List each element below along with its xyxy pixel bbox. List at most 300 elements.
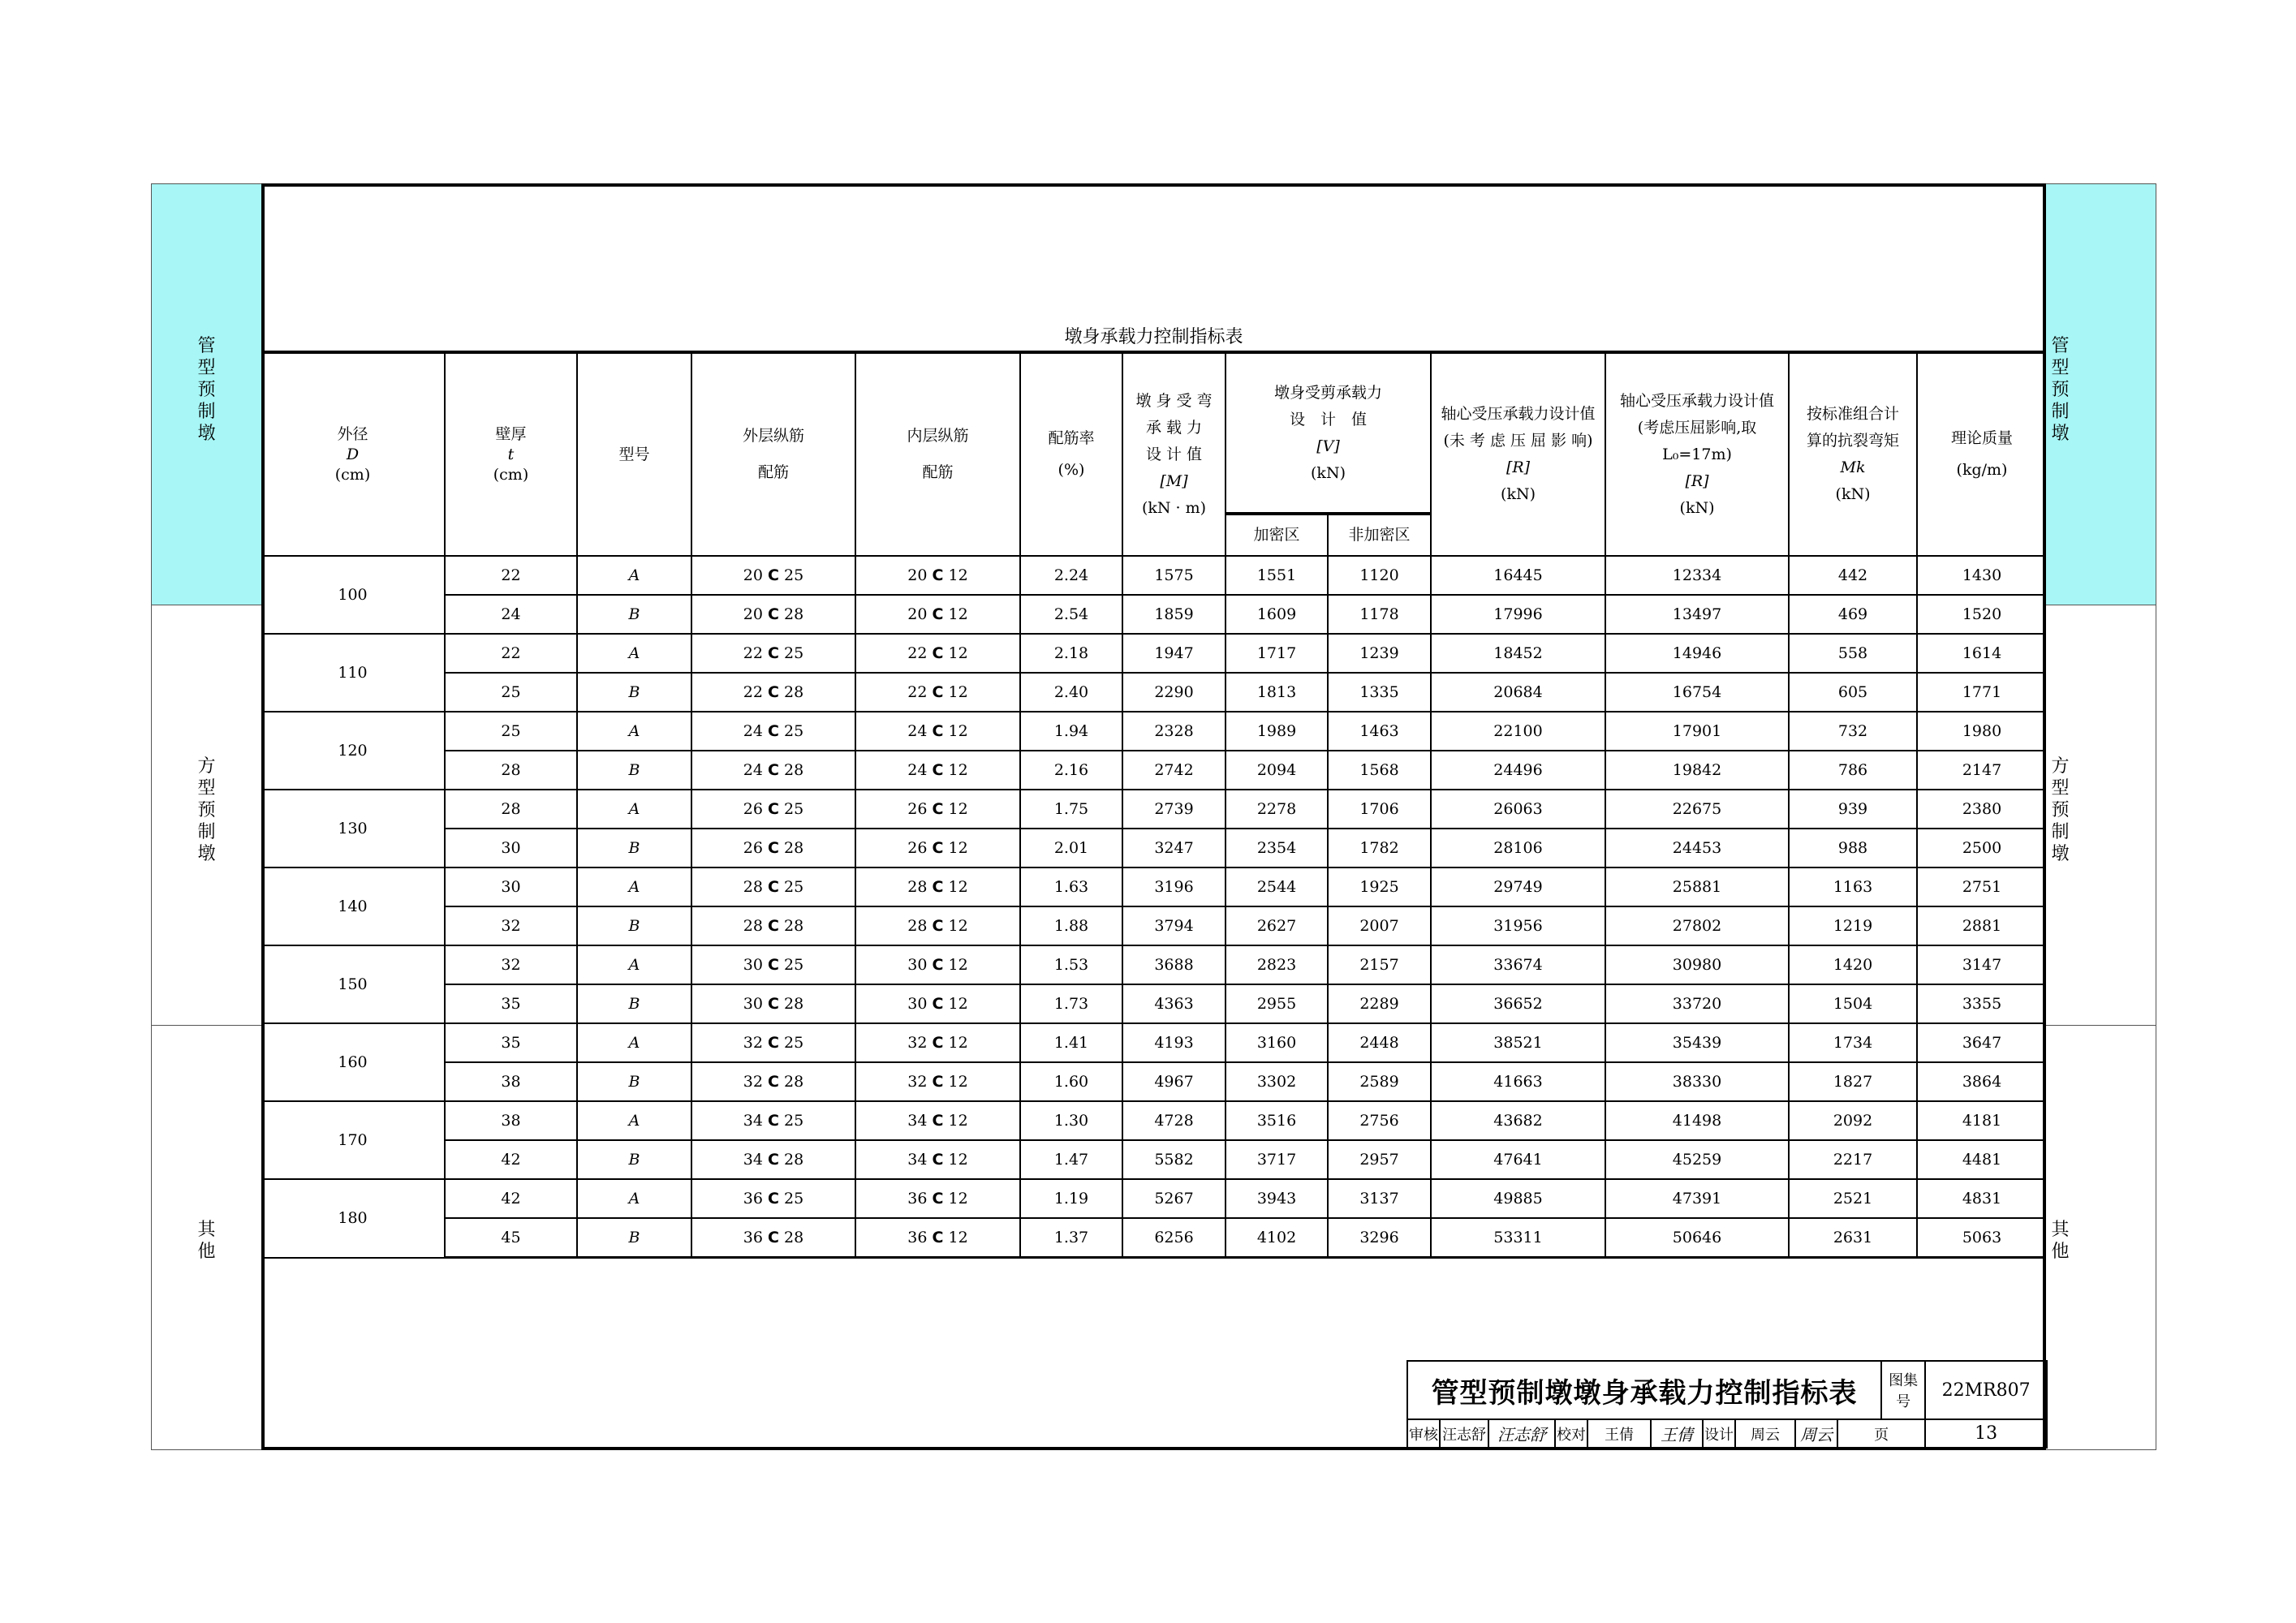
rebar-diameter: 12 (943, 566, 968, 584)
cell-reinforcement-ratio: 1.37 (1020, 1218, 1122, 1258)
cell-reinforcement-ratio: 1.63 (1020, 867, 1122, 906)
cell-axial-buckling: 25881 (1605, 867, 1789, 906)
rebar-count: 32 (907, 1072, 933, 1091)
rebar-count: 36 (907, 1228, 933, 1246)
cell-inner-rebar (855, 634, 1020, 673)
rebar-count: 32 (743, 1072, 769, 1091)
cell-inner-rebar (855, 1062, 1020, 1101)
cell-outer-rebar (691, 1062, 855, 1101)
sidebar-char: 制 (197, 822, 216, 842)
cell-reinforcement-ratio: 1.94 (1020, 712, 1122, 751)
rebar-grade-symbol: C (932, 1072, 944, 1091)
cell-theoretical-mass: 2500 (1917, 829, 2046, 867)
left-sidebar-section-other (151, 1025, 262, 1450)
rebar-grade-symbol: C (768, 605, 779, 623)
cell-theoretical-mass: 1520 (1917, 595, 2046, 634)
cell-crack-moment: 1504 (1789, 984, 1917, 1023)
capacity-table (261, 351, 2046, 1259)
rebar-count: 36 (743, 1189, 769, 1208)
cell-shear-dense: 2094 (1226, 751, 1328, 790)
rebar-grade-symbol: C (768, 1150, 779, 1169)
rebar-count: 36 (743, 1228, 769, 1246)
checker-signature: 王倩 (1651, 1419, 1703, 1448)
cell-axial-no-buckling: 29749 (1431, 867, 1605, 906)
rebar-count: 34 (743, 1111, 769, 1130)
cell-axial-buckling: 16754 (1605, 673, 1789, 712)
cell-shear-dense: 2823 (1226, 945, 1328, 984)
rebar-grade-symbol: C (932, 955, 944, 974)
cell-wall-thickness: 32 (445, 906, 577, 945)
rebar-grade-symbol: C (768, 760, 779, 779)
cell-inner-rebar (855, 790, 1020, 829)
rebar-count: 26 (907, 799, 933, 818)
cell-reinforcement-ratio: 2.16 (1020, 751, 1122, 790)
cell-wall-thickness: 38 (445, 1101, 577, 1140)
sidebar-char: 预 (2051, 800, 2070, 820)
rebar-grade-symbol: C (932, 1150, 944, 1169)
sidebar-char: 方 (2051, 756, 2070, 777)
cell-theoretical-mass: 5063 (1917, 1218, 2046, 1258)
rebar-grade-symbol: C (768, 994, 779, 1013)
cell-shear-dense: 3943 (1226, 1179, 1328, 1218)
cell-reinforcement-ratio: 1.88 (1020, 906, 1122, 945)
sidebar-char: 管 (2051, 336, 2070, 356)
header-shear-capacity: 墩身受剪承载力 设 计 值 [V] (kN) (1226, 352, 1431, 514)
right-sidebar-section-square (2045, 605, 2156, 1026)
sidebar-char: 型 (2051, 778, 2070, 799)
cell-inner-rebar (855, 829, 1020, 867)
header-type: 型号 (577, 352, 691, 556)
rebar-grade-symbol: C (932, 994, 944, 1013)
cell-crack-moment: 2092 (1789, 1101, 1917, 1140)
rebar-diameter: 28 (778, 1150, 804, 1169)
table-row (261, 673, 2046, 712)
cell-axial-buckling: 19842 (1605, 751, 1789, 790)
designer-name: 周云 (1735, 1419, 1795, 1448)
rebar-diameter: 28 (778, 1072, 804, 1091)
rebar-diameter: 12 (943, 1111, 968, 1130)
cell-type: B (577, 673, 691, 712)
cell-shear-dense: 3717 (1226, 1140, 1328, 1179)
rebar-count: 24 (743, 760, 769, 779)
cell-type: B (577, 984, 691, 1023)
cell-wall-thickness: 45 (445, 1218, 577, 1258)
cell-outer-diameter: 120 (261, 712, 445, 790)
cell-crack-moment: 469 (1789, 595, 1917, 634)
cell-axial-buckling: 41498 (1605, 1101, 1789, 1140)
rebar-grade-symbol: C (932, 721, 944, 740)
cell-shear-non-dense: 2448 (1328, 1023, 1431, 1062)
cell-axial-buckling: 12334 (1605, 556, 1789, 595)
sidebar-char: 型 (197, 778, 216, 799)
rebar-count: 32 (743, 1033, 769, 1052)
rebar-grade-symbol: C (932, 1033, 944, 1052)
cell-shear-non-dense: 2157 (1328, 945, 1431, 984)
header-theoretical-mass: 理论质量 (kg/m) (1917, 352, 2046, 556)
cell-crack-moment: 2521 (1789, 1179, 1917, 1218)
cell-bending-capacity: 2739 (1122, 790, 1226, 829)
rebar-grade-symbol: C (932, 1111, 944, 1130)
cell-outer-rebar (691, 1218, 855, 1258)
cell-shear-dense: 2354 (1226, 829, 1328, 867)
rebar-grade-symbol: C (932, 566, 944, 584)
cell-outer-rebar (691, 1023, 855, 1062)
cell-inner-rebar (855, 1218, 1020, 1258)
cell-axial-no-buckling: 38521 (1431, 1023, 1605, 1062)
header-outer-rebar: 外层纵筋 配筋 (691, 352, 855, 556)
cell-outer-rebar (691, 751, 855, 790)
cell-outer-diameter: 170 (261, 1101, 445, 1179)
rebar-diameter: 28 (778, 605, 804, 623)
cell-theoretical-mass: 4831 (1917, 1179, 2046, 1218)
cell-shear-dense: 3302 (1226, 1062, 1328, 1101)
cell-reinforcement-ratio: 1.47 (1020, 1140, 1122, 1179)
table-row (261, 634, 2046, 673)
cell-theoretical-mass: 3355 (1917, 984, 2046, 1023)
header-outer-diameter: 外径 D (cm) (261, 352, 445, 556)
cell-type: A (577, 867, 691, 906)
cell-type: A (577, 1101, 691, 1140)
cell-type: A (577, 1023, 691, 1062)
rebar-grade-symbol: C (768, 1111, 779, 1130)
cell-shear-dense: 3160 (1226, 1023, 1328, 1062)
rebar-diameter: 25 (778, 644, 804, 662)
rebar-count: 30 (743, 955, 769, 974)
cell-type: B (577, 1218, 691, 1258)
cell-reinforcement-ratio: 2.24 (1020, 556, 1122, 595)
rebar-count: 26 (743, 838, 769, 857)
title-block (1406, 1360, 2046, 1450)
rebar-grade-symbol: C (768, 877, 779, 896)
rebar-diameter: 25 (778, 1189, 804, 1208)
cell-crack-moment: 786 (1789, 751, 1917, 790)
rebar-grade-symbol: C (768, 916, 779, 935)
table-row (261, 1023, 2046, 1062)
sidebar-char: 制 (2051, 822, 2070, 842)
cell-axial-buckling: 45259 (1605, 1140, 1789, 1179)
sidebar-char: 墩 (197, 424, 216, 444)
cell-crack-moment: 988 (1789, 829, 1917, 867)
left-sidebar-section-pipe (151, 183, 262, 605)
cell-shear-non-dense: 1925 (1328, 867, 1431, 906)
cell-axial-buckling: 27802 (1605, 906, 1789, 945)
cell-outer-diameter: 180 (261, 1179, 445, 1258)
cell-inner-rebar (855, 751, 1020, 790)
cell-bending-capacity: 4193 (1122, 1023, 1226, 1062)
cell-outer-rebar (691, 595, 855, 634)
cell-crack-moment: 732 (1789, 712, 1917, 751)
cell-reinforcement-ratio: 1.41 (1020, 1023, 1122, 1062)
rebar-count: 34 (907, 1111, 933, 1130)
table-row (261, 906, 2046, 945)
cell-type: A (577, 790, 691, 829)
cell-outer-diameter: 160 (261, 1023, 445, 1101)
cell-shear-dense: 2955 (1226, 984, 1328, 1023)
cell-bending-capacity: 6256 (1122, 1218, 1226, 1258)
cell-axial-buckling: 50646 (1605, 1218, 1789, 1258)
sidebar-char: 预 (2051, 380, 2070, 400)
cell-crack-moment: 939 (1789, 790, 1917, 829)
cell-outer-rebar (691, 906, 855, 945)
cell-type: B (577, 829, 691, 867)
rebar-diameter: 28 (778, 1228, 804, 1246)
cell-wall-thickness: 28 (445, 751, 577, 790)
rebar-grade-symbol: C (932, 838, 944, 857)
rebar-grade-symbol: C (768, 566, 779, 584)
sidebar-char: 制 (2051, 402, 2070, 422)
cell-theoretical-mass: 1771 (1917, 673, 2046, 712)
rebar-diameter: 28 (778, 682, 804, 701)
rebar-grade-symbol: C (932, 1228, 944, 1246)
cell-axial-buckling: 22675 (1605, 790, 1789, 829)
cell-bending-capacity: 1859 (1122, 595, 1226, 634)
cell-crack-moment: 558 (1789, 634, 1917, 673)
cell-axial-no-buckling: 18452 (1431, 634, 1605, 673)
rebar-count: 30 (743, 994, 769, 1013)
rebar-diameter: 12 (943, 1189, 968, 1208)
cell-outer-rebar (691, 634, 855, 673)
check-label: 校对 (1555, 1419, 1587, 1448)
cell-reinforcement-ratio: 2.40 (1020, 673, 1122, 712)
cell-type: B (577, 595, 691, 634)
cell-shear-dense: 2278 (1226, 790, 1328, 829)
cell-shear-non-dense: 2289 (1328, 984, 1431, 1023)
cell-inner-rebar (855, 1140, 1020, 1179)
rebar-count: 24 (743, 721, 769, 740)
cell-shear-non-dense: 1782 (1328, 829, 1431, 867)
cell-outer-diameter: 110 (261, 634, 445, 712)
design-label: 设计 (1703, 1419, 1735, 1448)
cell-shear-dense: 1551 (1226, 556, 1328, 595)
cell-wall-thickness: 42 (445, 1179, 577, 1218)
rebar-grade-symbol: C (932, 644, 944, 662)
checker-name: 王倩 (1587, 1419, 1651, 1448)
cell-theoretical-mass: 2751 (1917, 867, 2046, 906)
cell-axial-buckling: 13497 (1605, 595, 1789, 634)
rebar-diameter: 12 (943, 916, 968, 935)
left-sidebar-section-square (151, 605, 262, 1026)
reviewer-signature: 汪志舒 (1488, 1419, 1555, 1448)
rebar-count: 30 (907, 994, 933, 1013)
sidebar-char: 他 (197, 1242, 216, 1262)
sidebar-char: 方 (197, 756, 216, 777)
cell-theoretical-mass: 2147 (1917, 751, 2046, 790)
rebar-grade-symbol: C (932, 1189, 944, 1208)
header-reinforcement-ratio: 配筋率 (%) (1020, 352, 1122, 556)
rebar-count: 22 (743, 644, 769, 662)
rebar-grade-symbol: C (932, 877, 944, 896)
cell-shear-non-dense: 2756 (1328, 1101, 1431, 1140)
rebar-count: 22 (743, 682, 769, 701)
cell-theoretical-mass: 1614 (1917, 634, 2046, 673)
cell-wall-thickness: 22 (445, 634, 577, 673)
cell-shear-dense: 2544 (1226, 867, 1328, 906)
header-axial-capacity-no-buckling: 轴心受压承载力设计值 (未 考 虑 压 屈 影 响) [R] (kN) (1431, 352, 1605, 556)
cell-axial-no-buckling: 43682 (1431, 1101, 1605, 1140)
cell-inner-rebar (855, 945, 1020, 984)
table-row (261, 829, 2046, 867)
cell-theoretical-mass: 4181 (1917, 1101, 2046, 1140)
cell-inner-rebar (855, 906, 1020, 945)
cell-wall-thickness: 32 (445, 945, 577, 984)
cell-axial-no-buckling: 28106 (1431, 829, 1605, 867)
sidebar-char: 预 (197, 380, 216, 400)
rebar-count: 22 (907, 682, 933, 701)
rebar-count: 32 (907, 1033, 933, 1052)
cell-shear-non-dense: 1120 (1328, 556, 1431, 595)
table-row (261, 595, 2046, 634)
cell-crack-moment: 1734 (1789, 1023, 1917, 1062)
rebar-diameter: 12 (943, 605, 968, 623)
sidebar-char: 其 (197, 1220, 216, 1240)
rebar-count: 30 (907, 955, 933, 974)
cell-reinforcement-ratio: 1.19 (1020, 1179, 1122, 1218)
cell-shear-dense: 4102 (1226, 1218, 1328, 1258)
cell-axial-no-buckling: 17996 (1431, 595, 1605, 634)
rebar-count: 34 (907, 1150, 933, 1169)
cell-shear-dense: 1717 (1226, 634, 1328, 673)
cell-shear-non-dense: 1335 (1328, 673, 1431, 712)
cell-inner-rebar (855, 556, 1020, 595)
rebar-diameter: 12 (943, 994, 968, 1013)
cell-crack-moment: 1827 (1789, 1062, 1917, 1101)
rebar-grade-symbol: C (768, 838, 779, 857)
cell-reinforcement-ratio: 1.75 (1020, 790, 1122, 829)
cell-shear-non-dense: 1463 (1328, 712, 1431, 751)
sidebar-char: 墩 (2051, 844, 2070, 864)
cell-outer-rebar (691, 790, 855, 829)
cell-type: B (577, 1062, 691, 1101)
cell-shear-non-dense: 2589 (1328, 1062, 1431, 1101)
cell-axial-no-buckling: 24496 (1431, 751, 1605, 790)
rebar-grade-symbol: C (932, 799, 944, 818)
cell-theoretical-mass: 3864 (1917, 1062, 2046, 1101)
cell-outer-rebar (691, 945, 855, 984)
cell-bending-capacity: 4967 (1122, 1062, 1226, 1101)
rebar-count: 28 (743, 916, 769, 935)
rebar-diameter: 12 (943, 1228, 968, 1246)
cell-type: A (577, 1179, 691, 1218)
cell-inner-rebar (855, 984, 1020, 1023)
cell-outer-rebar (691, 673, 855, 712)
cell-reinforcement-ratio: 2.01 (1020, 829, 1122, 867)
rebar-diameter: 25 (778, 955, 804, 974)
cell-crack-moment: 2631 (1789, 1218, 1917, 1258)
cell-wall-thickness: 35 (445, 1023, 577, 1062)
cell-shear-non-dense: 2957 (1328, 1140, 1431, 1179)
rebar-grade-symbol: C (768, 682, 779, 701)
cell-outer-rebar (691, 829, 855, 867)
cell-axial-buckling: 24453 (1605, 829, 1789, 867)
rebar-diameter: 12 (943, 760, 968, 779)
cell-inner-rebar (855, 673, 1020, 712)
sidebar-char: 管 (197, 336, 216, 356)
cell-bending-capacity: 3688 (1122, 945, 1226, 984)
right-sidebar-section-pipe (2045, 183, 2156, 605)
rebar-grade-symbol: C (768, 799, 779, 818)
table-row (261, 751, 2046, 790)
cell-shear-dense: 1813 (1226, 673, 1328, 712)
rebar-grade-symbol: C (932, 760, 944, 779)
rebar-diameter: 12 (943, 721, 968, 740)
cell-crack-moment: 1219 (1789, 906, 1917, 945)
cell-wall-thickness: 30 (445, 867, 577, 906)
cell-wall-thickness: 24 (445, 595, 577, 634)
rebar-diameter: 12 (943, 799, 968, 818)
rebar-grade-symbol: C (768, 1033, 779, 1052)
rebar-grade-symbol: C (768, 1072, 779, 1091)
cell-axial-buckling: 33720 (1605, 984, 1789, 1023)
cell-axial-buckling: 38330 (1605, 1062, 1789, 1101)
cell-theoretical-mass: 1980 (1917, 712, 2046, 751)
table-title: 墩身承载力控制指标表 (1064, 327, 1243, 347)
cell-outer-rebar (691, 556, 855, 595)
rebar-grade-symbol: C (932, 916, 944, 935)
cell-reinforcement-ratio: 1.73 (1020, 984, 1122, 1023)
rebar-diameter: 28 (778, 916, 804, 935)
rebar-count: 26 (743, 799, 769, 818)
cell-bending-capacity: 5582 (1122, 1140, 1226, 1179)
cell-crack-moment: 1420 (1789, 945, 1917, 984)
sidebar-char: 他 (2051, 1242, 2070, 1262)
page-label: 页 (1837, 1419, 1925, 1448)
rebar-grade-symbol: C (768, 1189, 779, 1208)
cell-crack-moment: 2217 (1789, 1140, 1917, 1179)
rebar-diameter: 12 (943, 1072, 968, 1091)
rebar-count: 20 (743, 566, 769, 584)
cell-type: B (577, 1140, 691, 1179)
cell-outer-diameter: 140 (261, 867, 445, 945)
cell-wall-thickness: 38 (445, 1062, 577, 1101)
header-inner-rebar: 内层纵筋 配筋 (855, 352, 1020, 556)
rebar-diameter: 25 (778, 1111, 804, 1130)
cell-reinforcement-ratio: 2.18 (1020, 634, 1122, 673)
rebar-diameter: 12 (943, 682, 968, 701)
table-row (261, 1179, 2046, 1218)
cell-shear-non-dense: 1239 (1328, 634, 1431, 673)
sidebar-char: 预 (197, 800, 216, 820)
header-axial-capacity-buckling: 轴心受压承载力设计值 (考虑压屈影响,取L₀=17m) [R] (kN) (1605, 352, 1789, 556)
cell-type: A (577, 556, 691, 595)
cell-theoretical-mass: 2380 (1917, 790, 2046, 829)
cell-type: A (577, 712, 691, 751)
cell-bending-capacity: 5267 (1122, 1179, 1226, 1218)
cell-axial-no-buckling: 47641 (1431, 1140, 1605, 1179)
cell-reinforcement-ratio: 2.54 (1020, 595, 1122, 634)
header-crack-moment: 按标准组合计 算的抗裂弯矩 Mk (kN) (1789, 352, 1917, 556)
sidebar-char: 墩 (197, 844, 216, 864)
cell-wall-thickness: 35 (445, 984, 577, 1023)
cell-shear-dense: 3516 (1226, 1101, 1328, 1140)
rebar-diameter: 12 (943, 1150, 968, 1169)
rebar-grade-symbol: C (768, 721, 779, 740)
rebar-diameter: 12 (943, 644, 968, 662)
cell-axial-no-buckling: 22100 (1431, 712, 1605, 751)
cell-wall-thickness: 25 (445, 712, 577, 751)
cell-outer-rebar (691, 867, 855, 906)
cell-bending-capacity: 3247 (1122, 829, 1226, 867)
drawing-title: 管型预制墩墩身承载力控制指标表 (1407, 1361, 1881, 1419)
table-row (261, 1140, 2046, 1179)
rebar-diameter: 25 (778, 721, 804, 740)
rebar-count: 28 (743, 877, 769, 896)
rebar-count: 26 (907, 838, 933, 857)
capacity-table-container (261, 351, 2046, 1259)
cell-shear-dense: 1609 (1226, 595, 1328, 634)
cell-theoretical-mass: 4481 (1917, 1140, 2046, 1179)
cell-type: B (577, 906, 691, 945)
cell-inner-rebar (855, 1179, 1020, 1218)
